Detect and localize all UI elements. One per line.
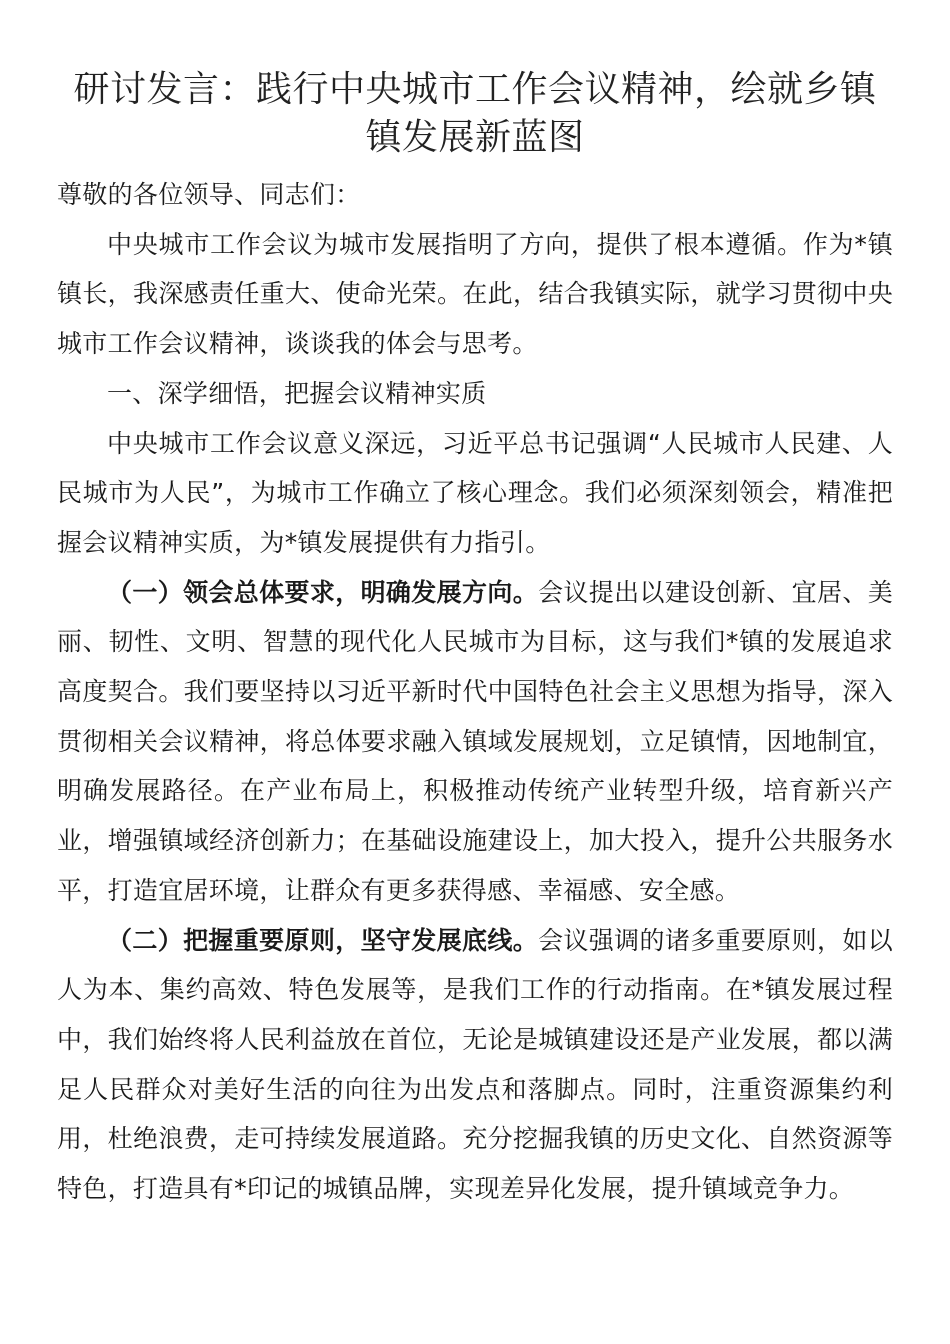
point-two-paragraph (57, 916, 893, 1214)
section-one-heading: 一、深学细悟，把握会议精神实质 (107, 378, 487, 408)
intro-paragraph: 中央城市工作会议为城市发展指明了方向，提供了根本遵循。作为*镇镇长，我深感责任重大、使命光荣。在此，结合我镇实际，就学习贯彻中央城市工作会议精神，谈谈我的体会与思考。 (57, 229, 893, 359)
section-one-paragraph: 中央城市工作会议意义深远，习近平总书记强调“人民城市人民建、人民城市为人民”，为城市工作确立了核心理念。我们必须深刻领会，精准把握会议精神实质，为*镇发展提供有力指引。 (57, 428, 893, 557)
point-two-body: 会议强调的诸多重要原则，如以人为本、集约高效、特色发展等，是我们工作的行动指南。在*镇发展过程中，我们始终将人民利益放在首位，无论是城镇建设还是产业发展，都以满足人民群众对美好生活的向往为出发点和落脚点。同时，注重资源集约利用，杜绝浪费，走可持续发展道路。充分挖掘我镇的历史文化、自然资源等特色，打造具有*印记的城镇品牌，实现差异化发展，提升镇域竞争力。 (57, 925, 893, 1204)
salutation: 尊敬的各位领导、同志们： (57, 180, 361, 209)
point-one-paragraph (57, 568, 893, 916)
document-title: 研讨发言：践行中央城市工作会议精神，绘就乡镇镇发展新蓝图 (73, 69, 877, 158)
point-one-body: 会议提出以建设创新、宜居、美丽、韧性、文明、智慧的现代化人民城市为目标，这与我们*镇的发展追求高度契合。我们要坚持以习近平新时代中国特色社会主义思想为指导，深入贯彻相关会议精神，将总体要求融入镇域发展规划，立足镇情，因地制宜，明确发展路径。在产业布局上，积极推动传统产业转型升级，培育新兴产业，增强镇域经济创新力；在基础设施建设上，加大投入，提升公共服务水平，打造宜居环境，让群众有更多获得感、幸福感、安全感。 (57, 577, 893, 905)
point-two-lead: （二）把握重要原则，坚守发展底线。 (107, 925, 539, 955)
point-one-lead: （一）领会总体要求，明确发展方向。 (107, 577, 539, 607)
document-page (57, 0, 893, 1214)
